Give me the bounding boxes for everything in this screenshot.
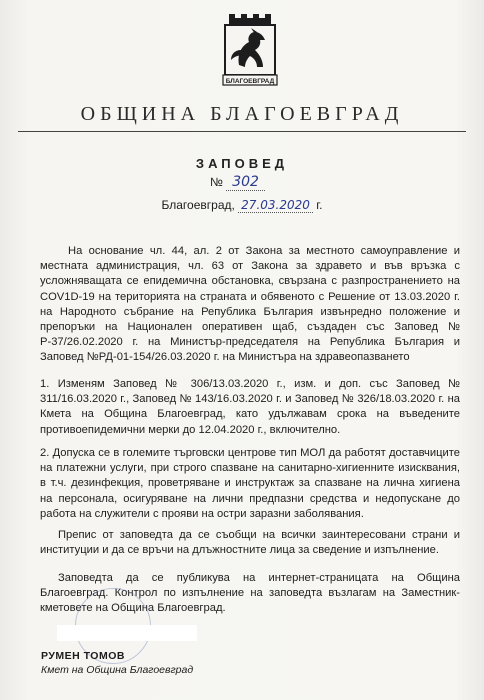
document-title: ЗАПОВЕД xyxy=(195,156,289,171)
signer-name: РУМЕН ТОМОВ xyxy=(41,650,125,662)
place: Благоевград, xyxy=(161,198,235,212)
item-2-paragraph: 2. Допуска се в големите търговски центрове тип МОЛ да работят доставчиците на платежни услуги, при строго спазване на санитарно-хигиенните изисквания, в т.ч. дезинфекция, проветряване и инструктаж за спазване на лична хигиена на персонала, осигуряване на лични предпазни средства и недопускане до работа на служители с прояви на остри заразни заболявания. xyxy=(40,447,460,520)
notification-paragraph: Препис от заповедта да се съобщи на всички заинтересовани страни и институции и да се връчи на длъжностните лица за сведение и изпълнение. xyxy=(40,529,460,557)
number-prefix: № xyxy=(210,175,223,189)
organization-name: ОБЩИНА БЛАГОЕВГРАД xyxy=(80,103,404,125)
signer-role: Кмет на Община Благоевград xyxy=(41,664,194,676)
preamble-paragraph: На основание чл. 44, ал. 2 от Закона за местното самоуправление и местната администрация, чл. 63 от Закона за здравето и във връзка с усложняващата се епидемична обстановка, свързана с разпространението на COV1D-19 на територията на страната и обявеното с Решение от 13.03.2020 г. на Народното събрание на Република България извънредно положение и препоръки на Национален оперативен щаб, създаден със Заповед № Р-37/26.02.2020 г. на Министър-председателя на Република България и Заповед №РД-01-154/26.03.2020 г. на Министъра на здравеопазването xyxy=(40,245,460,364)
item-1-paragraph: 1. Изменям Заповед № 306/13.03.2020 г., изм. и доп. със Заповед № 311/16.03.2020 г., Заповед № 143/16.03.2020 г. и Заповед № 326/18.03.2020 г. на Кмета на Община Благоевград, като удължавам срока на въведените противоепидемични мерки до 12.04.2020 г., включително. xyxy=(40,378,460,436)
place-date-line xyxy=(0,198,484,212)
order-number xyxy=(210,174,265,190)
header-divider xyxy=(18,131,466,132)
order-number-value: 302 xyxy=(226,174,265,191)
order-date: 27.03.2020 xyxy=(238,198,313,213)
redacted-signature xyxy=(57,625,197,641)
municipality-crest-icon xyxy=(217,10,283,88)
crest-ribbon-text: БЛАГОЕВГРАД xyxy=(225,78,275,85)
publication-paragraph: Заповедта да се публикува на интернет-страницата на Община Благоевград. Контрол по изпълнение на заповедта възлагам на Заместник-кметовете на Община Благоевград. xyxy=(40,572,460,615)
date-suffix: г. xyxy=(316,198,323,212)
